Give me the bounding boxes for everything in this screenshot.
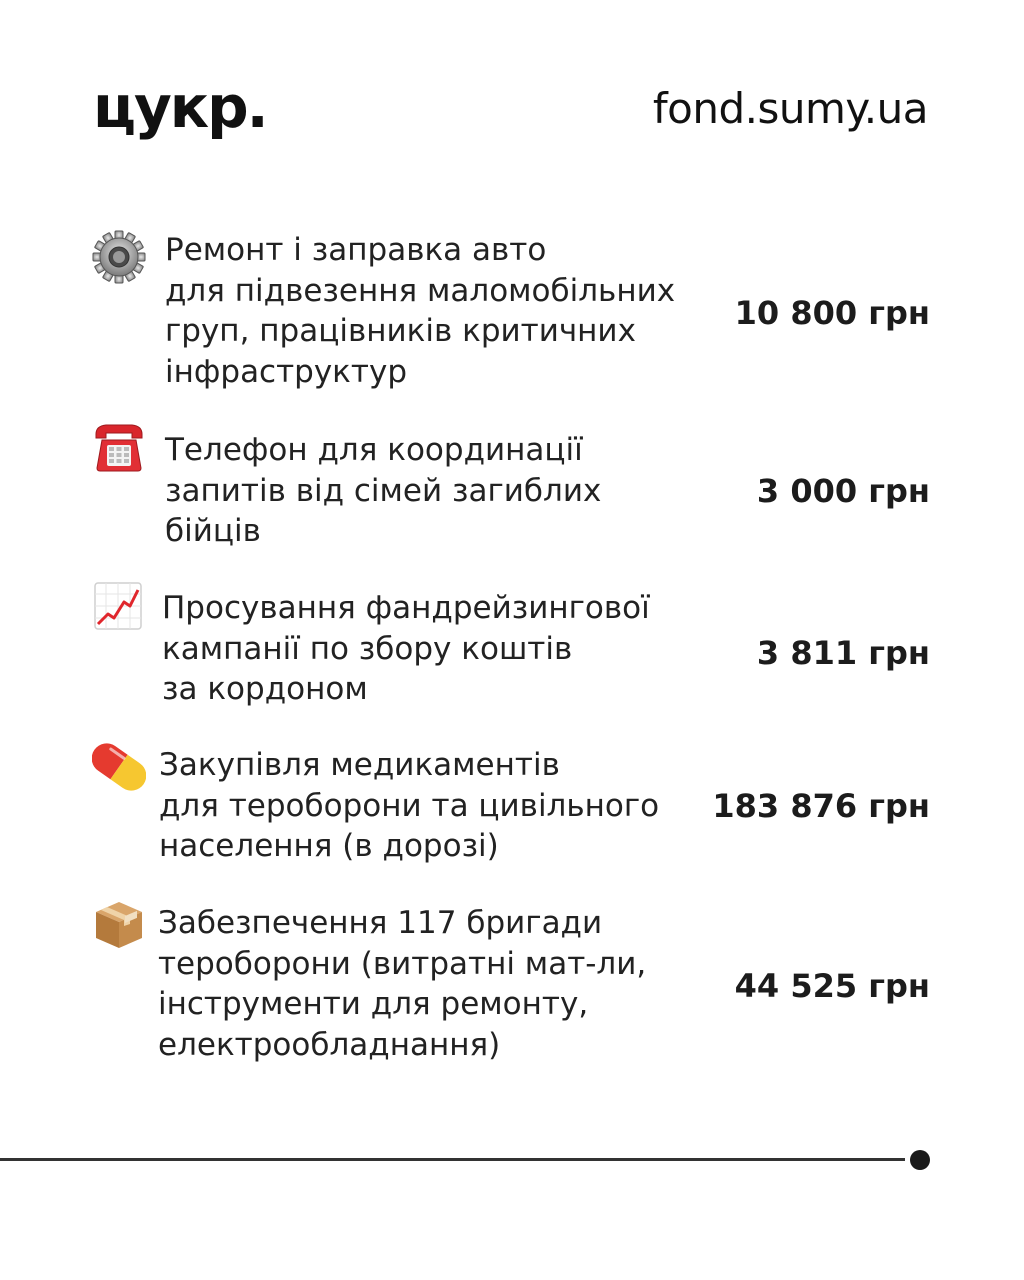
item-description: Телефон для координації запитів від сімей загиблих бійців	[165, 432, 602, 549]
site-url: fond.sumy.ua	[652, 84, 928, 133]
expense-item	[92, 588, 930, 712]
pill-icon	[92, 740, 146, 794]
divider-line	[0, 1158, 905, 1161]
item-description: Ремонт і заправка авто для підвезення маломобільних груп, працівників критичних інфраструктур	[165, 232, 676, 390]
expense-item	[92, 430, 930, 554]
expense-item	[92, 903, 930, 1067]
expense-item	[92, 745, 930, 869]
gear-icon	[92, 230, 146, 284]
item-amount: 3 000 грн	[756, 472, 930, 510]
chart-increasing-icon	[92, 580, 146, 634]
divider-dot	[910, 1150, 930, 1170]
item-description: Закупівля медикаментів для тероборони та цивільного населення (в дорозі)	[159, 747, 660, 864]
item-description: Забезпечення 117 бригади тероборони (витратні мат-ли, інструменти для ремонту, електрообладнання)	[158, 905, 647, 1063]
item-amount: 183 876 грн	[712, 787, 930, 825]
package-icon	[92, 898, 146, 952]
item-amount: 10 800 грн	[734, 294, 930, 332]
item-amount: 3 811 грн	[756, 634, 930, 672]
telephone-icon	[92, 420, 146, 474]
logo: цукр.	[93, 73, 267, 141]
item-description: Просування фандрейзингової кампанії по збору коштів за кордоном	[162, 590, 650, 707]
expense-item	[92, 230, 930, 394]
item-amount: 44 525 грн	[734, 967, 930, 1005]
